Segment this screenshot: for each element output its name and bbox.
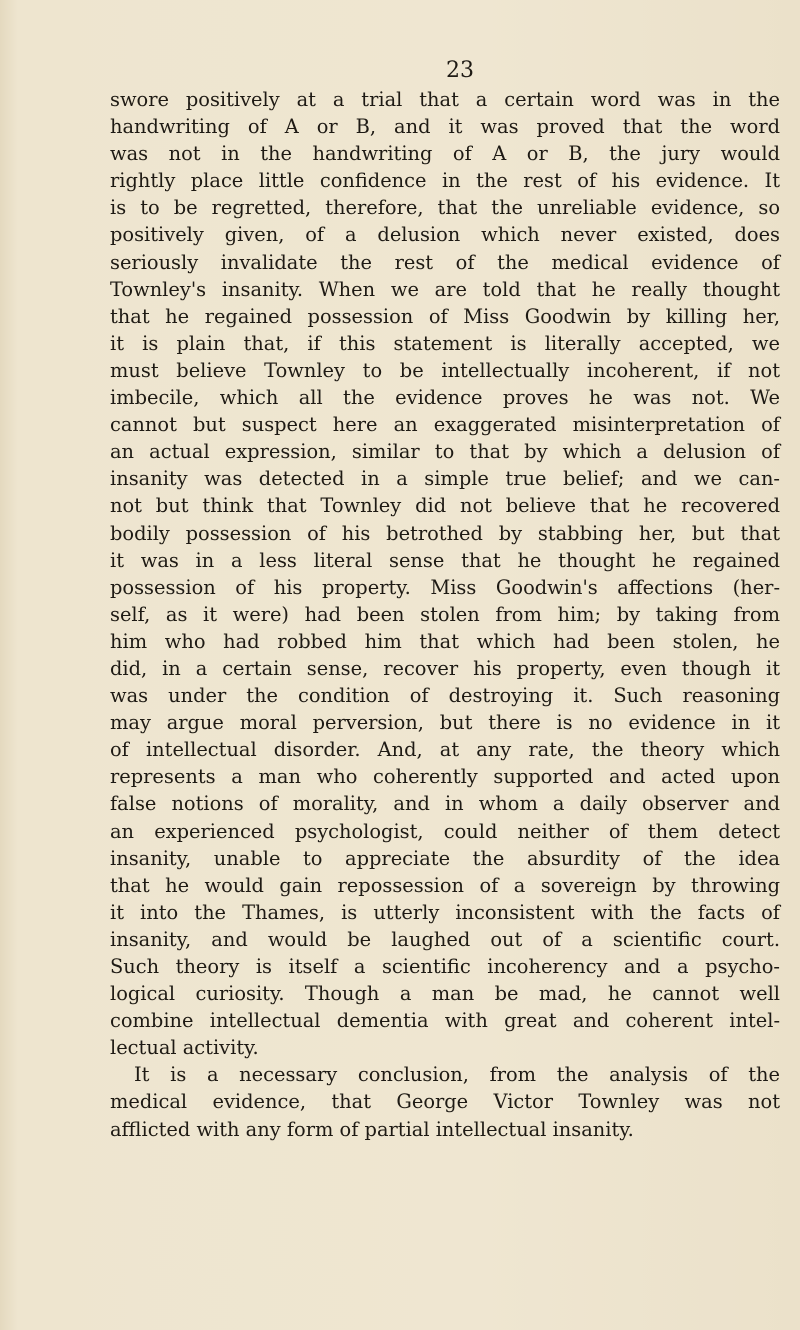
text-line: represents a man who coherently supported and acted upon [110, 765, 780, 789]
text-line: may argue moral perversion, but there is no evidence in it [110, 711, 780, 735]
text-line: handwriting of A or B, and it was proved that the word [110, 115, 780, 139]
paragraph-start-line: It is a necessary conclusion, from the analysis of the [134, 1063, 780, 1087]
text-line: insanity was detected in a simple true belief; and we can- [110, 467, 780, 491]
text-line: possession of his property. Miss Goodwin's affections (her- [110, 575, 780, 599]
text-line: did, in a certain sense, recover his property, even though it [110, 656, 780, 680]
text-line: was under the condition of destroying it. Such reasoning [110, 684, 780, 708]
text-line: bodily possession of his betrothed by stabbing her, but that [110, 521, 780, 545]
text-line: that he regained possession of Miss Goodwin by killing her, [110, 304, 780, 328]
text-line: insanity, unable to appreciate the absurdity of the idea [110, 846, 780, 870]
text-line: self, as it were) had been stolen from him; by taking from [110, 602, 780, 626]
paragraph-end-line: lectual activity. [110, 1036, 259, 1060]
text-line: an experienced psychologist, could neither of them detect [110, 819, 780, 843]
text-line: him who had robbed him that which had been stolen, he [110, 629, 780, 653]
text-line: Townley's insanity. When we are told that he really thought [110, 277, 780, 301]
text-line: it into the Thames, is utterly inconsistent with the facts of [110, 900, 780, 924]
text-line: is to be regretted, therefore, that the unreliable evidence, so [110, 196, 780, 220]
text-line: false notions of morality, and in whom a daily observer and [110, 792, 780, 816]
text-line: positively given, of a delusion which never existed, does [110, 223, 780, 247]
text-line: insanity, and would be laughed out of a scientific court. [110, 927, 780, 951]
text-line: combine intellectual dementia with great and coherent intel- [110, 1009, 780, 1033]
text-line: rightly place little confidence in the rest of his evidence. It [110, 169, 780, 193]
text-line: was not in the handwriting of A or B, the jury would [110, 142, 780, 166]
paragraph-end-line: afflicted with any form of partial intellectual insanity. [110, 1117, 634, 1141]
text-line: not but think that Townley did not believe that he recovered [110, 494, 780, 518]
text-line: an actual expression, similar to that by which a delusion of [110, 440, 780, 464]
text-line: cannot but suspect here an exaggerated misinterpretation of [110, 413, 780, 437]
text-line: medical evidence, that George Victor Townley was not [110, 1090, 780, 1114]
text-line: Such theory is itself a scientific incoherency and a psycho- [110, 955, 780, 978]
body-text [110, 86, 780, 1143]
text-line: swore positively at a trial that a certain word was in the [110, 88, 780, 111]
text-line: that he would gain repossession of a sovereign by throwing [110, 873, 780, 897]
text-line: must believe Townley to be intellectually incoherent, if not [110, 358, 780, 382]
page-number: 23 [446, 58, 474, 83]
text-line: it is plain that, if this statement is literally accepted, we [110, 331, 780, 355]
text-line: seriously invalidate the rest of the medical evidence of [110, 250, 780, 274]
text-line: logical curiosity. Though a man be mad, he cannot well [110, 982, 780, 1006]
text-line: it was in a less literal sense that he thought he regained [110, 548, 780, 572]
text-line: imbecile, which all the evidence proves he was not. We [110, 386, 780, 410]
text-line: of intellectual disorder. And, at any rate, the theory which [110, 738, 780, 762]
